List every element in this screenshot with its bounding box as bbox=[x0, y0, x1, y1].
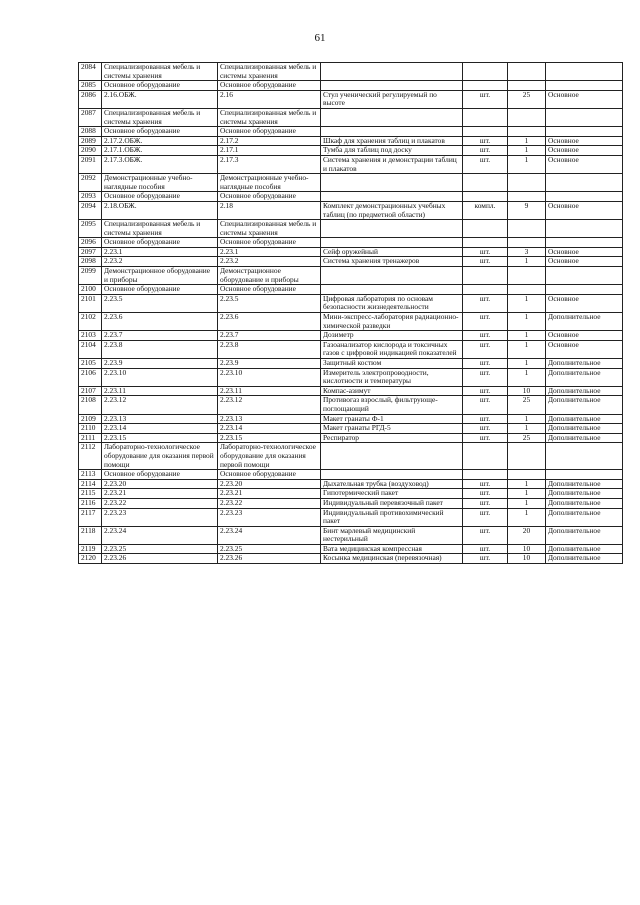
name-cell: Дыхательная трубка (воздуховод) bbox=[321, 479, 463, 489]
unit-cell: шт. bbox=[463, 90, 508, 108]
table-row bbox=[79, 247, 623, 257]
code-cell: 2.23.9 bbox=[102, 359, 218, 369]
code-cell: 2.23.11 bbox=[102, 386, 218, 396]
type-cell bbox=[546, 285, 623, 295]
code-cell: 2.23.24 bbox=[102, 526, 218, 544]
unit-cell: шт. bbox=[463, 414, 508, 424]
quantity-cell bbox=[508, 108, 546, 126]
type-cell bbox=[546, 63, 623, 81]
type-cell: Основное bbox=[546, 340, 623, 358]
section-cell: 2.23.7 bbox=[218, 331, 321, 341]
table-row bbox=[79, 479, 623, 489]
type-cell bbox=[546, 108, 623, 126]
row-number-cell: 2114 bbox=[79, 479, 102, 489]
section-cell: 2.23.1 bbox=[218, 247, 321, 257]
name-cell bbox=[321, 63, 463, 81]
quantity-cell: 10 bbox=[508, 554, 546, 564]
section-cell: 2.23.8 bbox=[218, 340, 321, 358]
unit-cell: шт. bbox=[463, 247, 508, 257]
unit-cell: шт. bbox=[463, 146, 508, 156]
code-cell: Основное оборудование bbox=[102, 81, 218, 91]
section-cell: 2.23.20 bbox=[218, 479, 321, 489]
name-cell bbox=[321, 220, 463, 238]
row-number-cell: 2090 bbox=[79, 146, 102, 156]
row-number-cell: 2115 bbox=[79, 489, 102, 499]
quantity-cell: 1 bbox=[508, 294, 546, 312]
code-cell: 2.16.ОБЖ. bbox=[102, 90, 218, 108]
unit-cell bbox=[463, 220, 508, 238]
unit-cell: шт. bbox=[463, 136, 508, 146]
section-cell: 2.23.15 bbox=[218, 433, 321, 443]
type-cell: Основное bbox=[546, 294, 623, 312]
name-cell bbox=[321, 127, 463, 137]
section-cell: Основное оборудование bbox=[218, 81, 321, 91]
type-cell: Дополнительное bbox=[546, 544, 623, 554]
section-cell: 2.18 bbox=[218, 201, 321, 219]
name-cell: Тумба для таблиц под доску bbox=[321, 146, 463, 156]
quantity-cell bbox=[508, 267, 546, 285]
row-number-cell: 2091 bbox=[79, 155, 102, 173]
unit-cell bbox=[463, 81, 508, 91]
name-cell: Компас-азимут bbox=[321, 386, 463, 396]
table-row bbox=[79, 368, 623, 386]
table-row bbox=[79, 136, 623, 146]
code-cell: 2.23.2 bbox=[102, 257, 218, 267]
quantity-cell bbox=[508, 63, 546, 81]
type-cell: Основное bbox=[546, 136, 623, 146]
table-row bbox=[79, 174, 623, 192]
section-cell: Основное оборудование bbox=[218, 238, 321, 248]
quantity-cell: 1 bbox=[508, 359, 546, 369]
quantity-cell: 1 bbox=[508, 146, 546, 156]
type-cell: Дополнительное bbox=[546, 508, 623, 526]
row-number-cell: 2120 bbox=[79, 554, 102, 564]
table-row bbox=[79, 192, 623, 202]
unit-cell: шт. bbox=[463, 257, 508, 267]
table-row bbox=[79, 267, 623, 285]
type-cell bbox=[546, 192, 623, 202]
row-number-cell: 2101 bbox=[79, 294, 102, 312]
name-cell: Защитный костюм bbox=[321, 359, 463, 369]
row-number-cell: 2093 bbox=[79, 192, 102, 202]
type-cell: Дополнительное bbox=[546, 489, 623, 499]
name-cell bbox=[321, 238, 463, 248]
unit-cell: шт. bbox=[463, 433, 508, 443]
name-cell bbox=[321, 81, 463, 91]
table-row bbox=[79, 424, 623, 434]
unit-cell: шт. bbox=[463, 554, 508, 564]
table-row bbox=[79, 498, 623, 508]
row-number-cell: 2095 bbox=[79, 220, 102, 238]
section-cell: Основное оборудование bbox=[218, 285, 321, 295]
type-cell: Дополнительное bbox=[546, 554, 623, 564]
name-cell bbox=[321, 285, 463, 295]
unit-cell: шт. bbox=[463, 508, 508, 526]
section-cell: 2.23.13 bbox=[218, 414, 321, 424]
unit-cell: шт. bbox=[463, 526, 508, 544]
quantity-cell: 10 bbox=[508, 544, 546, 554]
unit-cell: шт. bbox=[463, 368, 508, 386]
name-cell: Индивидуальный противохимический пакет bbox=[321, 508, 463, 526]
unit-cell bbox=[463, 63, 508, 81]
section-cell: 2.23.24 bbox=[218, 526, 321, 544]
table-row bbox=[79, 508, 623, 526]
row-number-cell: 2094 bbox=[79, 201, 102, 219]
row-number-cell: 2086 bbox=[79, 90, 102, 108]
type-cell: Основное bbox=[546, 201, 623, 219]
quantity-cell: 25 bbox=[508, 433, 546, 443]
quantity-cell: 1 bbox=[508, 368, 546, 386]
code-cell: 2.23.13 bbox=[102, 414, 218, 424]
name-cell: Система хранения тренажеров bbox=[321, 257, 463, 267]
type-cell: Дополнительное bbox=[546, 313, 623, 331]
table-row bbox=[79, 340, 623, 358]
table-row bbox=[79, 433, 623, 443]
type-cell: Дополнительное bbox=[546, 526, 623, 544]
table-row bbox=[79, 155, 623, 173]
section-cell: 2.17.2 bbox=[218, 136, 321, 146]
quantity-cell: 1 bbox=[508, 424, 546, 434]
table-row bbox=[79, 554, 623, 564]
unit-cell: шт. bbox=[463, 313, 508, 331]
name-cell: Газоанализатор кислорода и токсичных газов с цифровой индикацией показателей bbox=[321, 340, 463, 358]
row-number-cell: 2108 bbox=[79, 396, 102, 414]
table-row bbox=[79, 443, 623, 470]
quantity-cell: 1 bbox=[508, 136, 546, 146]
table-body bbox=[79, 63, 623, 564]
section-cell: Основное оборудование bbox=[218, 127, 321, 137]
quantity-cell: 1 bbox=[508, 340, 546, 358]
unit-cell bbox=[463, 174, 508, 192]
row-number-cell: 2092 bbox=[79, 174, 102, 192]
equipment-table bbox=[78, 62, 623, 564]
name-cell: Индивидуальный перевязочный пакет bbox=[321, 498, 463, 508]
section-cell: 2.16 bbox=[218, 90, 321, 108]
page-number: 61 bbox=[314, 32, 326, 44]
row-number-cell: 2119 bbox=[79, 544, 102, 554]
type-cell bbox=[546, 470, 623, 480]
quantity-cell: 1 bbox=[508, 479, 546, 489]
type-cell: Основное bbox=[546, 257, 623, 267]
name-cell: Противогаз взрослый, фильтрующе-поглощающий bbox=[321, 396, 463, 414]
quantity-cell: 1 bbox=[508, 414, 546, 424]
section-cell: 2.23.21 bbox=[218, 489, 321, 499]
quantity-cell bbox=[508, 238, 546, 248]
type-cell: Дополнительное bbox=[546, 359, 623, 369]
table-row bbox=[79, 220, 623, 238]
section-cell: 2.23.23 bbox=[218, 508, 321, 526]
unit-cell bbox=[463, 238, 508, 248]
unit-cell bbox=[463, 267, 508, 285]
code-cell: 2.23.21 bbox=[102, 489, 218, 499]
name-cell: Система хранения и демонстрации таблиц и плакатов bbox=[321, 155, 463, 173]
quantity-cell: 1 bbox=[508, 331, 546, 341]
quantity-cell: 1 bbox=[508, 498, 546, 508]
name-cell: Дозиметр bbox=[321, 331, 463, 341]
unit-cell: шт. bbox=[463, 294, 508, 312]
code-cell: Основное оборудование bbox=[102, 127, 218, 137]
unit-cell: шт. bbox=[463, 359, 508, 369]
section-cell: 2.23.9 bbox=[218, 359, 321, 369]
code-cell: Демонстрационное оборудование и приборы bbox=[102, 267, 218, 285]
unit-cell bbox=[463, 285, 508, 295]
name-cell bbox=[321, 192, 463, 202]
quantity-cell bbox=[508, 174, 546, 192]
type-cell: Дополнительное bbox=[546, 414, 623, 424]
row-number-cell: 2111 bbox=[79, 433, 102, 443]
section-cell: 2.23.2 bbox=[218, 257, 321, 267]
row-number-cell: 2099 bbox=[79, 267, 102, 285]
code-cell: 2.17.2.ОБЖ. bbox=[102, 136, 218, 146]
type-cell: Дополнительное bbox=[546, 498, 623, 508]
code-cell: Специализированная мебель и системы хранения bbox=[102, 220, 218, 238]
row-number-cell: 2117 bbox=[79, 508, 102, 526]
unit-cell: шт. bbox=[463, 489, 508, 499]
type-cell: Основное bbox=[546, 331, 623, 341]
row-number-cell: 2084 bbox=[79, 63, 102, 81]
table-row bbox=[79, 146, 623, 156]
row-number-cell: 2104 bbox=[79, 340, 102, 358]
table-row bbox=[79, 489, 623, 499]
name-cell bbox=[321, 470, 463, 480]
type-cell bbox=[546, 174, 623, 192]
row-number-cell: 2109 bbox=[79, 414, 102, 424]
quantity-cell: 10 bbox=[508, 386, 546, 396]
section-cell: 2.23.12 bbox=[218, 396, 321, 414]
section-cell: Основное оборудование bbox=[218, 470, 321, 480]
code-cell: 2.17.3.ОБЖ. bbox=[102, 155, 218, 173]
code-cell: Демонстрационные учебно-наглядные пособия bbox=[102, 174, 218, 192]
type-cell bbox=[546, 443, 623, 470]
quantity-cell: 20 bbox=[508, 526, 546, 544]
row-number-cell: 2103 bbox=[79, 331, 102, 341]
code-cell: 2.23.15 bbox=[102, 433, 218, 443]
table-row bbox=[79, 470, 623, 480]
unit-cell: шт. bbox=[463, 386, 508, 396]
table-row bbox=[79, 127, 623, 137]
section-cell: 2.17.3 bbox=[218, 155, 321, 173]
name-cell: Вата медицинская компрессная bbox=[321, 544, 463, 554]
type-cell: Дополнительное bbox=[546, 479, 623, 489]
table-row bbox=[79, 414, 623, 424]
name-cell: Комплект демонстрационных учебных таблиц (по предметной области) bbox=[321, 201, 463, 219]
quantity-cell bbox=[508, 81, 546, 91]
type-cell bbox=[546, 238, 623, 248]
quantity-cell bbox=[508, 127, 546, 137]
section-cell: Специализированная мебель и системы хранения bbox=[218, 108, 321, 126]
section-cell: 2.23.6 bbox=[218, 313, 321, 331]
row-number-cell: 2105 bbox=[79, 359, 102, 369]
section-cell: Демонстрационные учебно-наглядные пособия bbox=[218, 174, 321, 192]
row-number-cell: 2107 bbox=[79, 386, 102, 396]
unit-cell: шт. bbox=[463, 340, 508, 358]
quantity-cell: 9 bbox=[508, 201, 546, 219]
quantity-cell bbox=[508, 443, 546, 470]
quantity-cell bbox=[508, 220, 546, 238]
unit-cell: шт. bbox=[463, 331, 508, 341]
row-number-cell: 2088 bbox=[79, 127, 102, 137]
name-cell bbox=[321, 267, 463, 285]
section-cell: 2.17.1 bbox=[218, 146, 321, 156]
code-cell: 2.23.10 bbox=[102, 368, 218, 386]
section-cell: 2.23.11 bbox=[218, 386, 321, 396]
row-number-cell: 2106 bbox=[79, 368, 102, 386]
quantity-cell: 1 bbox=[508, 508, 546, 526]
code-cell: 2.17.1.ОБЖ. bbox=[102, 146, 218, 156]
code-cell: Основное оборудование bbox=[102, 285, 218, 295]
table-row bbox=[79, 294, 623, 312]
section-cell: 2.23.10 bbox=[218, 368, 321, 386]
table-row bbox=[79, 396, 623, 414]
name-cell: Шкаф для хранения таблиц и плакатов bbox=[321, 136, 463, 146]
code-cell: 2.23.6 bbox=[102, 313, 218, 331]
name-cell: Бинт марлевый медицинский нестерильный bbox=[321, 526, 463, 544]
code-cell: 2.23.14 bbox=[102, 424, 218, 434]
unit-cell: шт. bbox=[463, 155, 508, 173]
name-cell: Цифровая лаборатория по основам безопасности жизнедеятельности bbox=[321, 294, 463, 312]
section-cell: Специализированная мебель и системы хранения bbox=[218, 220, 321, 238]
table-row bbox=[79, 359, 623, 369]
quantity-cell bbox=[508, 470, 546, 480]
type-cell: Дополнительное bbox=[546, 433, 623, 443]
section-cell: 2.23.26 bbox=[218, 554, 321, 564]
table-row bbox=[79, 201, 623, 219]
type-cell bbox=[546, 220, 623, 238]
code-cell: 2.23.22 bbox=[102, 498, 218, 508]
quantity-cell bbox=[508, 192, 546, 202]
row-number-cell: 2085 bbox=[79, 81, 102, 91]
unit-cell: компл. bbox=[463, 201, 508, 219]
code-cell: 2.23.8 bbox=[102, 340, 218, 358]
unit-cell bbox=[463, 108, 508, 126]
code-cell: 2.23.7 bbox=[102, 331, 218, 341]
quantity-cell: 1 bbox=[508, 489, 546, 499]
table-row bbox=[79, 285, 623, 295]
code-cell: Основное оборудование bbox=[102, 192, 218, 202]
type-cell: Основное bbox=[546, 90, 623, 108]
name-cell: Измеритель электропроводности, кислотности и температуры bbox=[321, 368, 463, 386]
code-cell: 2.23.25 bbox=[102, 544, 218, 554]
section-cell: Лабораторно-технологическое оборудование для оказания первой помощи bbox=[218, 443, 321, 470]
quantity-cell: 1 bbox=[508, 155, 546, 173]
table-row bbox=[79, 81, 623, 91]
type-cell: Основное bbox=[546, 146, 623, 156]
type-cell: Основное bbox=[546, 247, 623, 257]
row-number-cell: 2110 bbox=[79, 424, 102, 434]
unit-cell: шт. bbox=[463, 424, 508, 434]
name-cell: Сейф оружейный bbox=[321, 247, 463, 257]
name-cell: Макет гранаты Ф-1 bbox=[321, 414, 463, 424]
table-row bbox=[79, 257, 623, 267]
unit-cell bbox=[463, 470, 508, 480]
row-number-cell: 2097 bbox=[79, 247, 102, 257]
type-cell: Дополнительное bbox=[546, 424, 623, 434]
unit-cell: шт. bbox=[463, 544, 508, 554]
table-row bbox=[79, 386, 623, 396]
code-cell: Лабораторно-технологическое оборудование для оказания первой помощи bbox=[102, 443, 218, 470]
code-cell: Специализированная мебель и системы хранения bbox=[102, 63, 218, 81]
type-cell bbox=[546, 81, 623, 91]
row-number-cell: 2118 bbox=[79, 526, 102, 544]
code-cell: 2.23.23 bbox=[102, 508, 218, 526]
unit-cell bbox=[463, 127, 508, 137]
section-cell: Специализированная мебель и системы хранения bbox=[218, 63, 321, 81]
type-cell bbox=[546, 267, 623, 285]
row-number-cell: 2112 bbox=[79, 443, 102, 470]
name-cell: Макет гранаты РГД-5 bbox=[321, 424, 463, 434]
code-cell: 2.23.26 bbox=[102, 554, 218, 564]
table-row bbox=[79, 63, 623, 81]
row-number-cell: 2100 bbox=[79, 285, 102, 295]
quantity-cell bbox=[508, 285, 546, 295]
row-number-cell: 2116 bbox=[79, 498, 102, 508]
name-cell: Стул ученический регулируемый по высоте bbox=[321, 90, 463, 108]
row-number-cell: 2096 bbox=[79, 238, 102, 248]
code-cell: 2.23.20 bbox=[102, 479, 218, 489]
quantity-cell: 1 bbox=[508, 313, 546, 331]
name-cell bbox=[321, 443, 463, 470]
row-number-cell: 2089 bbox=[79, 136, 102, 146]
unit-cell: шт. bbox=[463, 396, 508, 414]
unit-cell bbox=[463, 443, 508, 470]
unit-cell: шт. bbox=[463, 498, 508, 508]
table-row bbox=[79, 544, 623, 554]
row-number-cell: 2113 bbox=[79, 470, 102, 480]
name-cell: Мини-экспресс-лаборатория радиационно-химической разведки bbox=[321, 313, 463, 331]
type-cell: Основное bbox=[546, 155, 623, 173]
quantity-cell: 3 bbox=[508, 247, 546, 257]
section-cell: 2.23.14 bbox=[218, 424, 321, 434]
table-row bbox=[79, 313, 623, 331]
table-row bbox=[79, 108, 623, 126]
code-cell: 2.18.ОБЖ. bbox=[102, 201, 218, 219]
type-cell bbox=[546, 127, 623, 137]
name-cell: Респиратор bbox=[321, 433, 463, 443]
name-cell bbox=[321, 174, 463, 192]
row-number-cell: 2102 bbox=[79, 313, 102, 331]
type-cell: Дополнительное bbox=[546, 386, 623, 396]
quantity-cell: 1 bbox=[508, 257, 546, 267]
type-cell: Дополнительное bbox=[546, 396, 623, 414]
row-number-cell: 2087 bbox=[79, 108, 102, 126]
code-cell: 2.23.5 bbox=[102, 294, 218, 312]
table-row bbox=[79, 90, 623, 108]
name-cell: Косынка медицинская (перевязочная) bbox=[321, 554, 463, 564]
name-cell: Гипотермический пакет bbox=[321, 489, 463, 499]
code-cell: Специализированная мебель и системы хранения bbox=[102, 108, 218, 126]
table-row bbox=[79, 238, 623, 248]
unit-cell bbox=[463, 192, 508, 202]
section-cell: 2.23.25 bbox=[218, 544, 321, 554]
code-cell: 2.23.12 bbox=[102, 396, 218, 414]
code-cell: Основное оборудование bbox=[102, 238, 218, 248]
section-cell: 2.23.5 bbox=[218, 294, 321, 312]
name-cell bbox=[321, 108, 463, 126]
code-cell: 2.23.1 bbox=[102, 247, 218, 257]
table-row bbox=[79, 526, 623, 544]
quantity-cell: 25 bbox=[508, 396, 546, 414]
code-cell: Основное оборудование bbox=[102, 470, 218, 480]
type-cell: Дополнительное bbox=[546, 368, 623, 386]
section-cell: Демонстрационное оборудование и приборы bbox=[218, 267, 321, 285]
section-cell: Основное оборудование bbox=[218, 192, 321, 202]
quantity-cell: 25 bbox=[508, 90, 546, 108]
table-row bbox=[79, 331, 623, 341]
section-cell: 2.23.22 bbox=[218, 498, 321, 508]
unit-cell: шт. bbox=[463, 479, 508, 489]
row-number-cell: 2098 bbox=[79, 257, 102, 267]
